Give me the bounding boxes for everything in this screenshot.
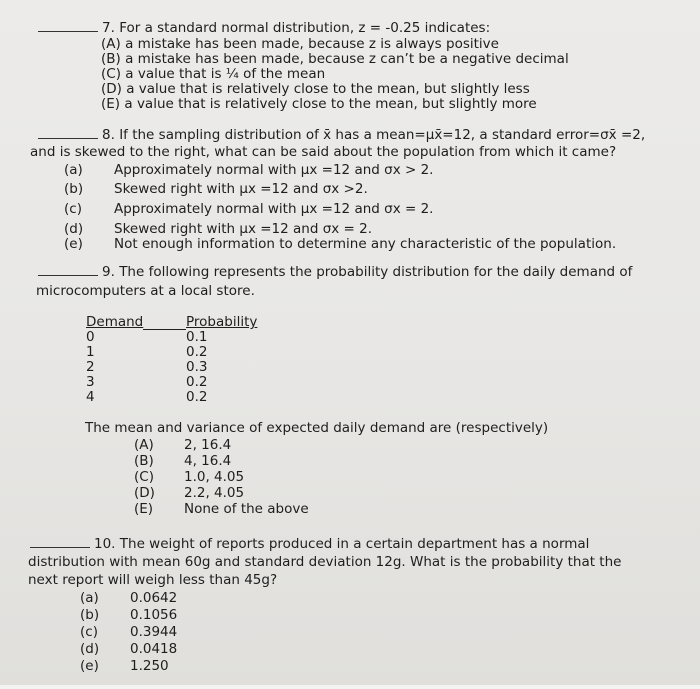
q8-option-e: (e) Not enough information to determine any characteristic of the population. xyxy=(64,236,617,252)
q8-stem-line2: and is skewed to the right, what can be said about the population from which it came? xyxy=(30,144,617,160)
q7-option-a: (A) a mistake has been made, because z is always positive xyxy=(101,36,499,52)
table-cell-probability: 0.2 xyxy=(186,374,208,390)
q10-option-b: (b) 0.1056 xyxy=(80,607,178,623)
q9-sub-question: The mean and variance of expected daily demand are (respectively) xyxy=(85,420,549,436)
table-cell-probability: 0.1 xyxy=(186,329,208,345)
q8-stem-line1: If the sampling distribution of x̄ has a mean=μx̄=12, a standard error=σx̄ =2, xyxy=(119,127,646,143)
q8-option-d: (d) Skewed right with μx =12 and σx = 2. xyxy=(64,221,373,237)
answer-blank-8[interactable] xyxy=(38,138,98,139)
q7-option-b: (B) a mistake has been made, because z can’t be a negative decimal xyxy=(101,51,569,67)
table-header-demand: Demand xyxy=(86,314,144,330)
q10-stem-line2: distribution with mean 60g and standard deviation 12g. What is the probability that the xyxy=(28,554,622,570)
q7-option-d: (D) a value that is relatively close to the mean, but slightly less xyxy=(101,81,530,97)
table-cell-demand: 1 xyxy=(86,344,95,360)
q8-option-c: (c) Approximately normal with μx =12 and σx = 2. xyxy=(64,201,434,217)
q10-option-c: (c) 0.3944 xyxy=(80,624,178,640)
q9-option-a: (A) 2, 16.4 xyxy=(134,437,232,453)
answer-blank-7[interactable] xyxy=(38,31,98,32)
q8-option-b: (b) Skewed right with μx =12 and σx >2. xyxy=(64,181,368,197)
table-cell-demand: 3 xyxy=(86,374,95,390)
table-cell-demand: 2 xyxy=(86,359,95,375)
table-cell-demand: 0 xyxy=(86,329,95,345)
q7-stem: For a standard normal distribution, z = -0.25 indicates: xyxy=(119,20,491,36)
q9-option-b: (B) 4, 16.4 xyxy=(134,453,232,469)
q9-number: 9. xyxy=(102,264,115,280)
q10-option-a: (a) 0.0642 xyxy=(80,590,178,606)
q9-option-c: (C) 1.0, 4.05 xyxy=(134,469,245,485)
q10-stem-line3: next report will weigh less than 45g? xyxy=(28,572,278,588)
answer-blank-10[interactable] xyxy=(30,547,90,548)
answer-blank-9[interactable] xyxy=(38,275,98,276)
q7-number: 7. xyxy=(102,20,115,36)
table-header-rule xyxy=(143,314,186,330)
q9-option-e: (E) None of the above xyxy=(134,501,309,517)
q10-stem-line1: The weight of reports produced in a certain department has a normal xyxy=(119,536,590,552)
table-cell-probability: 0.2 xyxy=(186,389,208,405)
q8-number: 8. xyxy=(102,127,115,143)
table-header-probability: Probability xyxy=(186,314,258,330)
q7-option-c: (C) a value that is ¼ of the mean xyxy=(101,66,326,82)
q10-number: 10. xyxy=(94,536,116,552)
q9-option-d: (D) 2.2, 4.05 xyxy=(134,485,245,501)
page-edge xyxy=(0,685,700,689)
q8-option-a: (a) Approximately normal with μx =12 and σx > 2. xyxy=(64,162,434,178)
q9-stem-line2: microcomputers at a local store. xyxy=(36,283,255,299)
table-cell-probability: 0.2 xyxy=(186,344,208,360)
q10-option-e: (e) 1.250 xyxy=(80,658,169,674)
table-cell-probability: 0.3 xyxy=(186,359,208,375)
table-cell-demand: 4 xyxy=(86,389,95,405)
q9-stem-line1: The following represents the probability distribution for the daily demand of xyxy=(119,264,633,280)
q7-option-e: (E) a value that is relatively close to the mean, but slightly more xyxy=(101,96,537,112)
q10-option-d: (d) 0.0418 xyxy=(80,641,178,657)
